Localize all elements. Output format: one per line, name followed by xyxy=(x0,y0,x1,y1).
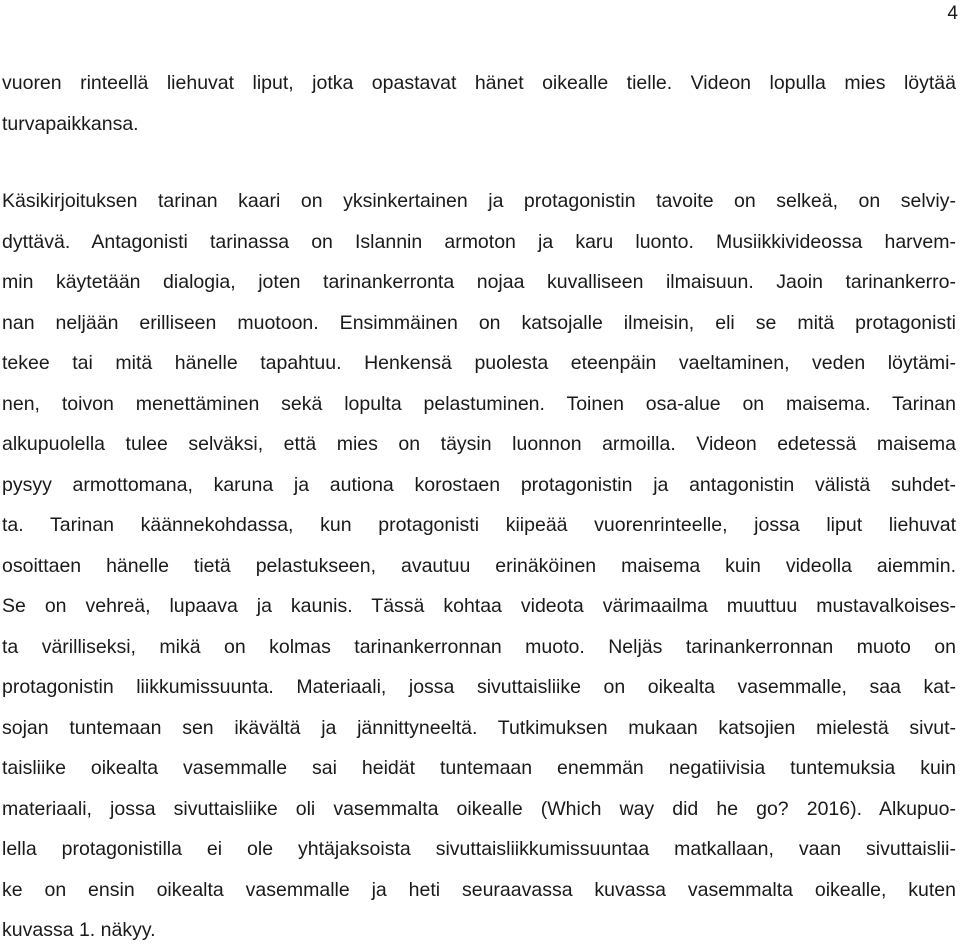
text-line: nen, toivon menettäminen sekä lopulta pelastuminen. Toinen osa-alue on maisema. Tarinan xyxy=(2,392,956,415)
text-line: turvapaikkansa. xyxy=(2,112,139,135)
paragraph-1 xyxy=(2,63,956,144)
text-line: tekee tai mitä hänelle tapahtuu. Henkensä puolesta eteenpäin vaeltaminen, veden löytämi- xyxy=(2,352,956,374)
text-line: protagonistin liikkumissuunta. Materiaali, jossa sivuttaisliike on oikealta vasemmalle, saa kat- xyxy=(2,676,956,698)
text-line: ke on ensin oikealta vasemmalle ja heti seuraavassa kuvassa vasemmalta oikealle, kuten xyxy=(2,878,956,901)
text-line: Se on vehreä, lupaava ja kaunis. Tässä kohtaa videota värimaailma muuttuu mustavalkoises- xyxy=(2,595,956,617)
text-line: Käsikirjoituksen tarinan kaari on yksinkertainen ja protagonistin tavoite on selkeä, on selviy- xyxy=(2,190,956,212)
text-line: taisliike oikealta vasemmalle sai heidät tuntemaan enemmän negatiivisia tuntemuksia kuin xyxy=(2,757,956,779)
text-line: pysyy armottomana, karuna ja autiona korostaen protagonistin ja antagonistin välistä suhdet- xyxy=(2,473,956,496)
text-line: lella protagonistilla ei ole yhtäjaksoista sivuttaisliikkumissuuntaa matkallaan, vaan sivuttaislii- xyxy=(2,838,956,860)
text-line: ta värilliseksi, mikä on kolmas tarinankerronnan muoto. Neljäs tarinankerronnan muoto on xyxy=(2,635,956,658)
text-line: osoittaen hänelle tietä pelastukseen, avautuu erinäköinen maisema kuin videolla aiemmin. xyxy=(2,554,956,577)
text-line: nan neljään erilliseen muotoon. Ensimmäinen on katsojalle ilmeisin, eli se mitä protagonisti xyxy=(2,311,956,334)
text-line: alkupuolella tulee selväksi, että mies on täysin luonnon armoilla. Videon edetessä maisema xyxy=(2,433,956,455)
text-line: materiaali, jossa sivuttaisliike oli vasemmalta oikealle (Which way did he go? 2016). Alkupuo- xyxy=(2,797,956,820)
paragraph-2 xyxy=(2,181,956,951)
text-line: sojan tuntemaan sen ikävältä ja jännittyneeltä. Tutkimuksen mukaan katsojien mielestä sivut- xyxy=(2,716,956,739)
text-line: dyttävä. Antagonisti tarinassa on Islannin armoton ja karu luonto. Musiikkivideossa harvem- xyxy=(2,230,956,253)
text-line: kuvassa 1. näkyy. xyxy=(2,919,156,941)
text-line: min käytetään dialogia, joten tarinankerronta nojaa kuvalliseen ilmaisuun. Jaoin tarinankerro- xyxy=(2,271,956,293)
text-line: vuoren rinteellä liehuvat liput, jotka opastavat hänet oikealle tielle. Videon lopulla mies löytää xyxy=(2,72,956,94)
text-line: ta. Tarinan käännekohdassa, kun protagonisti kiipeää vuorenrinteelle, jossa liput liehuvat xyxy=(2,514,956,536)
page-number: 4 xyxy=(947,3,958,24)
